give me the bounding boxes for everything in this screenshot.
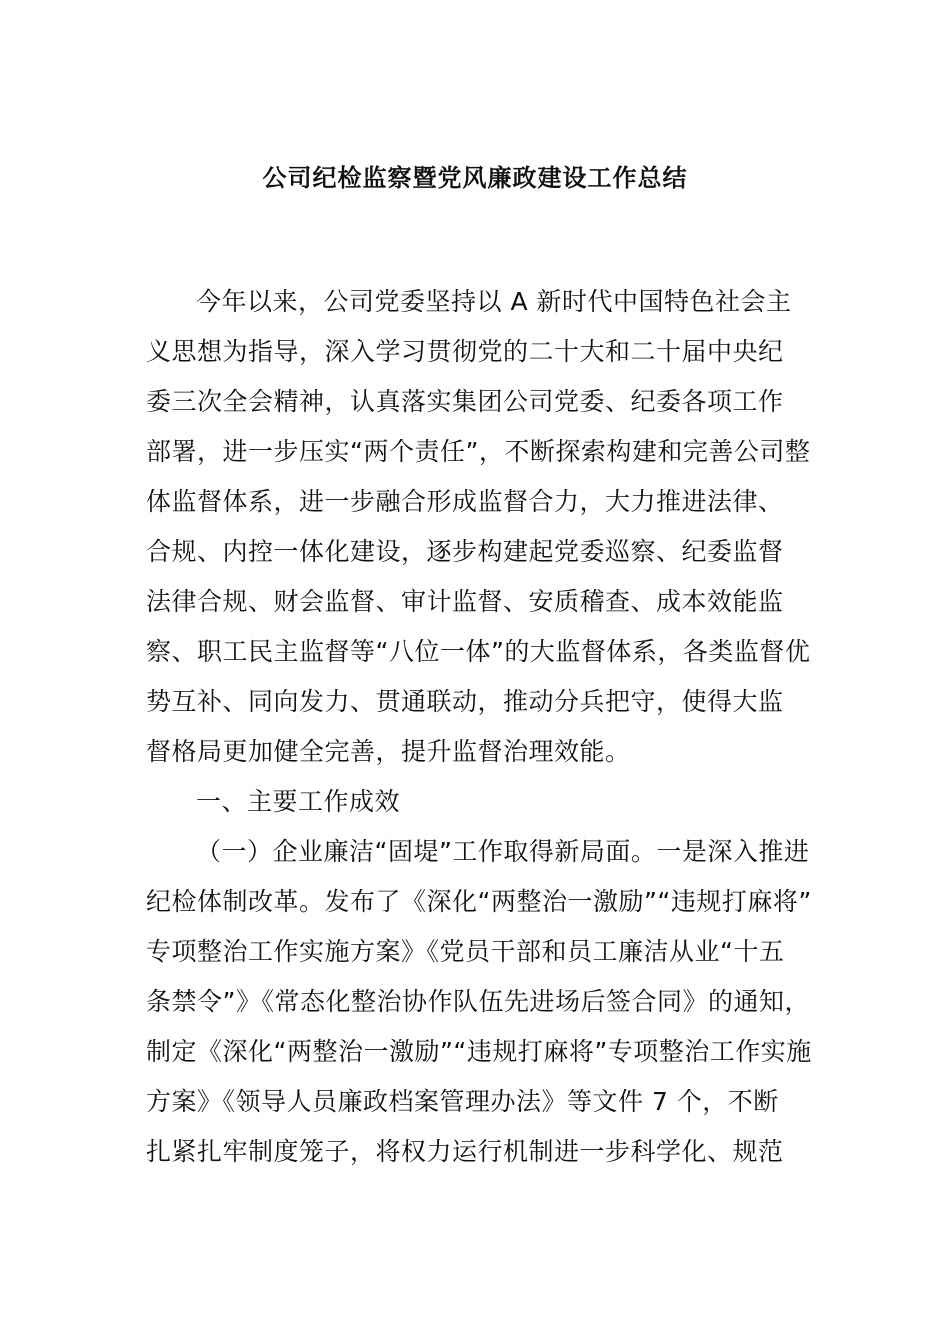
text-line: （一）企业廉洁“固堤”工作取得新局面。一是深入推进	[196, 837, 810, 866]
text-line: 合规、内控一体化建设，逐步构建起党委巡察、纪委监督	[146, 537, 784, 566]
text-line: 今年以来，公司党委坚持以 A 新时代中国特色社会主	[196, 287, 792, 316]
text-line: 势互补、同向发力、贯通联动，推动分兵把守，使得大监	[146, 687, 784, 716]
text-line: 部署，进一步压实“两个责任”，不断探索构建和完善公司整	[146, 437, 811, 466]
document-title: 公司纪检监察暨党风廉政建设工作总结	[262, 164, 688, 192]
section-heading: 一、主要工作成效	[196, 787, 401, 816]
text-line: 委三次全会精神，认真落实集团公司党委、纪委各项工作	[146, 387, 784, 416]
text-line: 义思想为指导，深入学习贯彻党的二十大和二十届中央纪	[146, 337, 784, 366]
text-line: 方案》《领导人员廉政档案管理办法》等文件 7 个，不断	[146, 1087, 779, 1116]
text-line: 条禁令”》《常态化整治协作队伍先进场后签合同》的通知，	[146, 987, 810, 1016]
text-line: 扎紧扎牢制度笼子，将权力运行机制进一步科学化、规范	[146, 1137, 784, 1166]
paragraph-intro	[146, 277, 816, 1177]
text-line: 督格局更加健全完善，提升监督治理效能。	[146, 737, 631, 766]
text-line: 察、职工民主监督等“八位一体”的大监督体系，各类监督优	[146, 637, 811, 666]
text-line: 纪检体制改革。发布了《深化“两整治一激励”“违规打麻将”	[146, 887, 812, 916]
text-line: 法律合规、财会监督、审计监督、安质稽查、成本效能监	[146, 587, 784, 616]
text-line: 专项整治工作实施方案》《党员干部和员工廉洁从业“十五	[146, 937, 785, 966]
text-line: 制定《深化“两整治一激励”“违规打麻将”专项整治工作实施	[146, 1037, 812, 1066]
text-line: 体监督体系，进一步融合形成监督合力，大力推进法律、	[146, 487, 784, 516]
